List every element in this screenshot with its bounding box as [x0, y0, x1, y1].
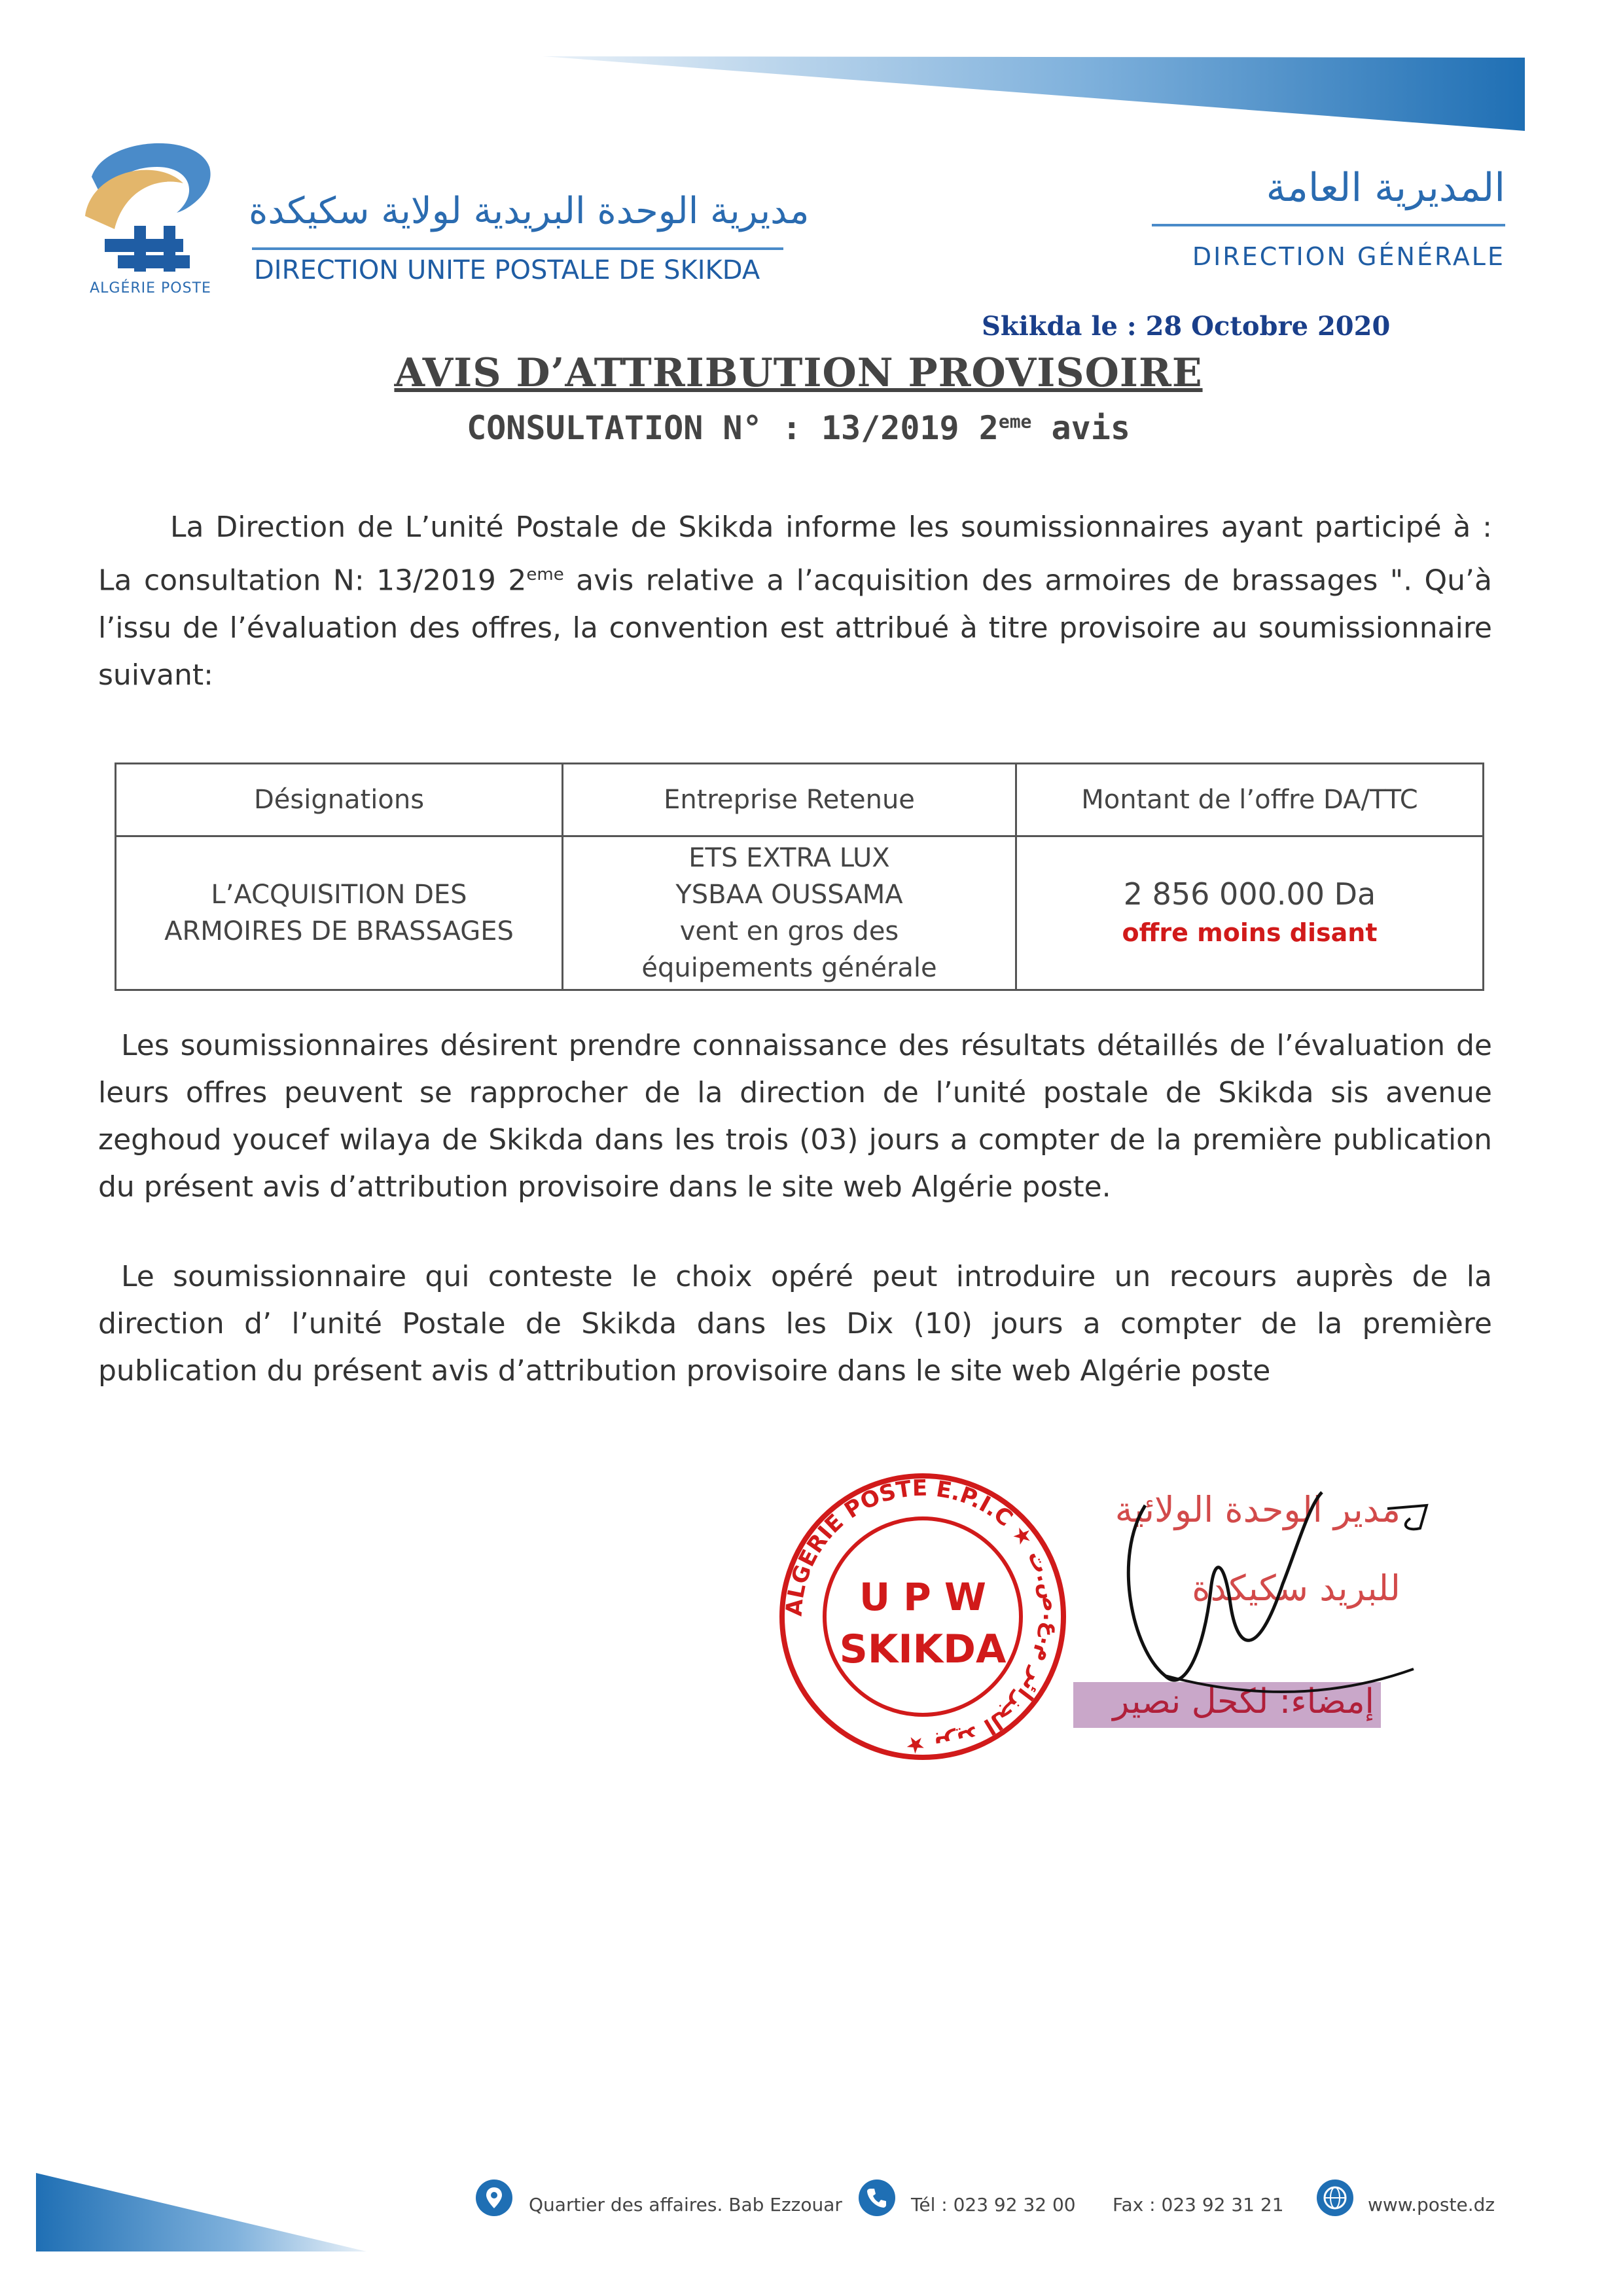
recours-paragraph: Le soumissionnaire qui conteste le choix opéré peut introduire un recours auprès de la direction d’ l’unité Postale de Skikda dans les Dix (10) jours a compter de la première publication du présent avis d’attribution provisoire dans le site web Algérie poste — [98, 1260, 1492, 1388]
footer-website: www.poste.dz — [1368, 2194, 1495, 2215]
footer-fax: Fax : 023 92 31 21 — [1113, 2194, 1284, 2215]
header-designations: Désignations — [116, 764, 563, 836]
stamp-line1: U P W — [859, 1575, 986, 1619]
award-table — [115, 762, 1484, 991]
document-date: Skikda le : 28 Octobre 2020 — [982, 311, 1391, 342]
handwritten-signature — [1073, 1479, 1440, 1754]
header-band — [0, 0, 1623, 151]
consultation-reference: CONSULTATION N° : 13/2019 2eme avis — [467, 409, 1130, 447]
signatory-title-line2: للبريد سكيكدة — [1192, 1568, 1400, 1609]
divider — [252, 247, 783, 250]
stamp-ring-text: ALGERIE POSTE E.P.I.C ★ بريد الجزائر م.ع.ص.ت ★ — [781, 1475, 1065, 1759]
divider — [1152, 224, 1505, 226]
direction-french: DIRECTION UNITE POSTALE DE SKIKDA — [254, 255, 760, 285]
algerie-poste-logo — [79, 131, 236, 301]
table-row — [116, 836, 1484, 990]
header-company: Entreprise Retenue — [563, 764, 1016, 836]
intro-paragraph: La Direction de L’unité Postale de Skikda informe les soumissionnaires ayant participé à : La consultation N: 13/2019 2eme avis relative a l’acquisition des armoires de brassages ". Qu’à l’issu de l’évaluation des offres, la convention est attribué à titre provisoire au soumissionnaire suivant: — [98, 511, 1492, 692]
footer-band — [0, 2160, 406, 2278]
official-stamp — [772, 1466, 1073, 1767]
stamp-line2: SKIKDA — [839, 1626, 1007, 1672]
cell-company: ETS EXTRA LUX YSBAA OUSSAMA vent en gros des équipements générale — [563, 836, 1016, 990]
table-header-row — [116, 764, 1484, 836]
footer-tel: Tél : 023 92 32 00 — [911, 2194, 1076, 2215]
location-pin-icon — [474, 2178, 514, 2217]
signatory-title-line1: مدير الوحدة الولائية — [1115, 1489, 1400, 1530]
cell-amount — [1016, 836, 1484, 990]
document-title: AVIS D’ATTRIBUTION PROVISOIRE — [394, 350, 1203, 396]
cell-designation: L’ACQUISITION DES ARMOIRES DE BRASSAGES — [116, 836, 563, 990]
logo-caption: ALGÉRIE POSTE — [90, 280, 211, 296]
signatory-name: إمضاء: لكحل نصير — [1073, 1682, 1381, 1728]
results-paragraph: Les soumissionnaires désirent prendre connaissance des résultats détaillés de l’évaluation de leurs offres peuvent se rapprocher de la direction de l’unité postale de Skikda sis avenue zeghoud youcef wilaya de Skikda dans les trois (03) jours a compter de la première publication du présent avis d’attribution provisoire dans le site web Algérie poste. — [98, 1029, 1492, 1204]
offer-note: offre moins disant — [1122, 918, 1378, 947]
offer-amount: 2 856 000.00 Da — [1123, 876, 1376, 912]
direction-arabic: مديرية الوحدة البريدية لولاية سكيكدة — [249, 190, 810, 232]
globe-icon — [1315, 2178, 1355, 2217]
general-direction-french: DIRECTION GÉNÉRALE — [1192, 242, 1505, 271]
footer-address: Quartier des affaires. Bab Ezzouar — [529, 2194, 842, 2215]
general-direction-arabic: المديرية العامة — [1266, 165, 1505, 211]
header-amount: Montant de l’offre DA/TTC — [1016, 764, 1484, 836]
phone-icon — [857, 2178, 897, 2217]
